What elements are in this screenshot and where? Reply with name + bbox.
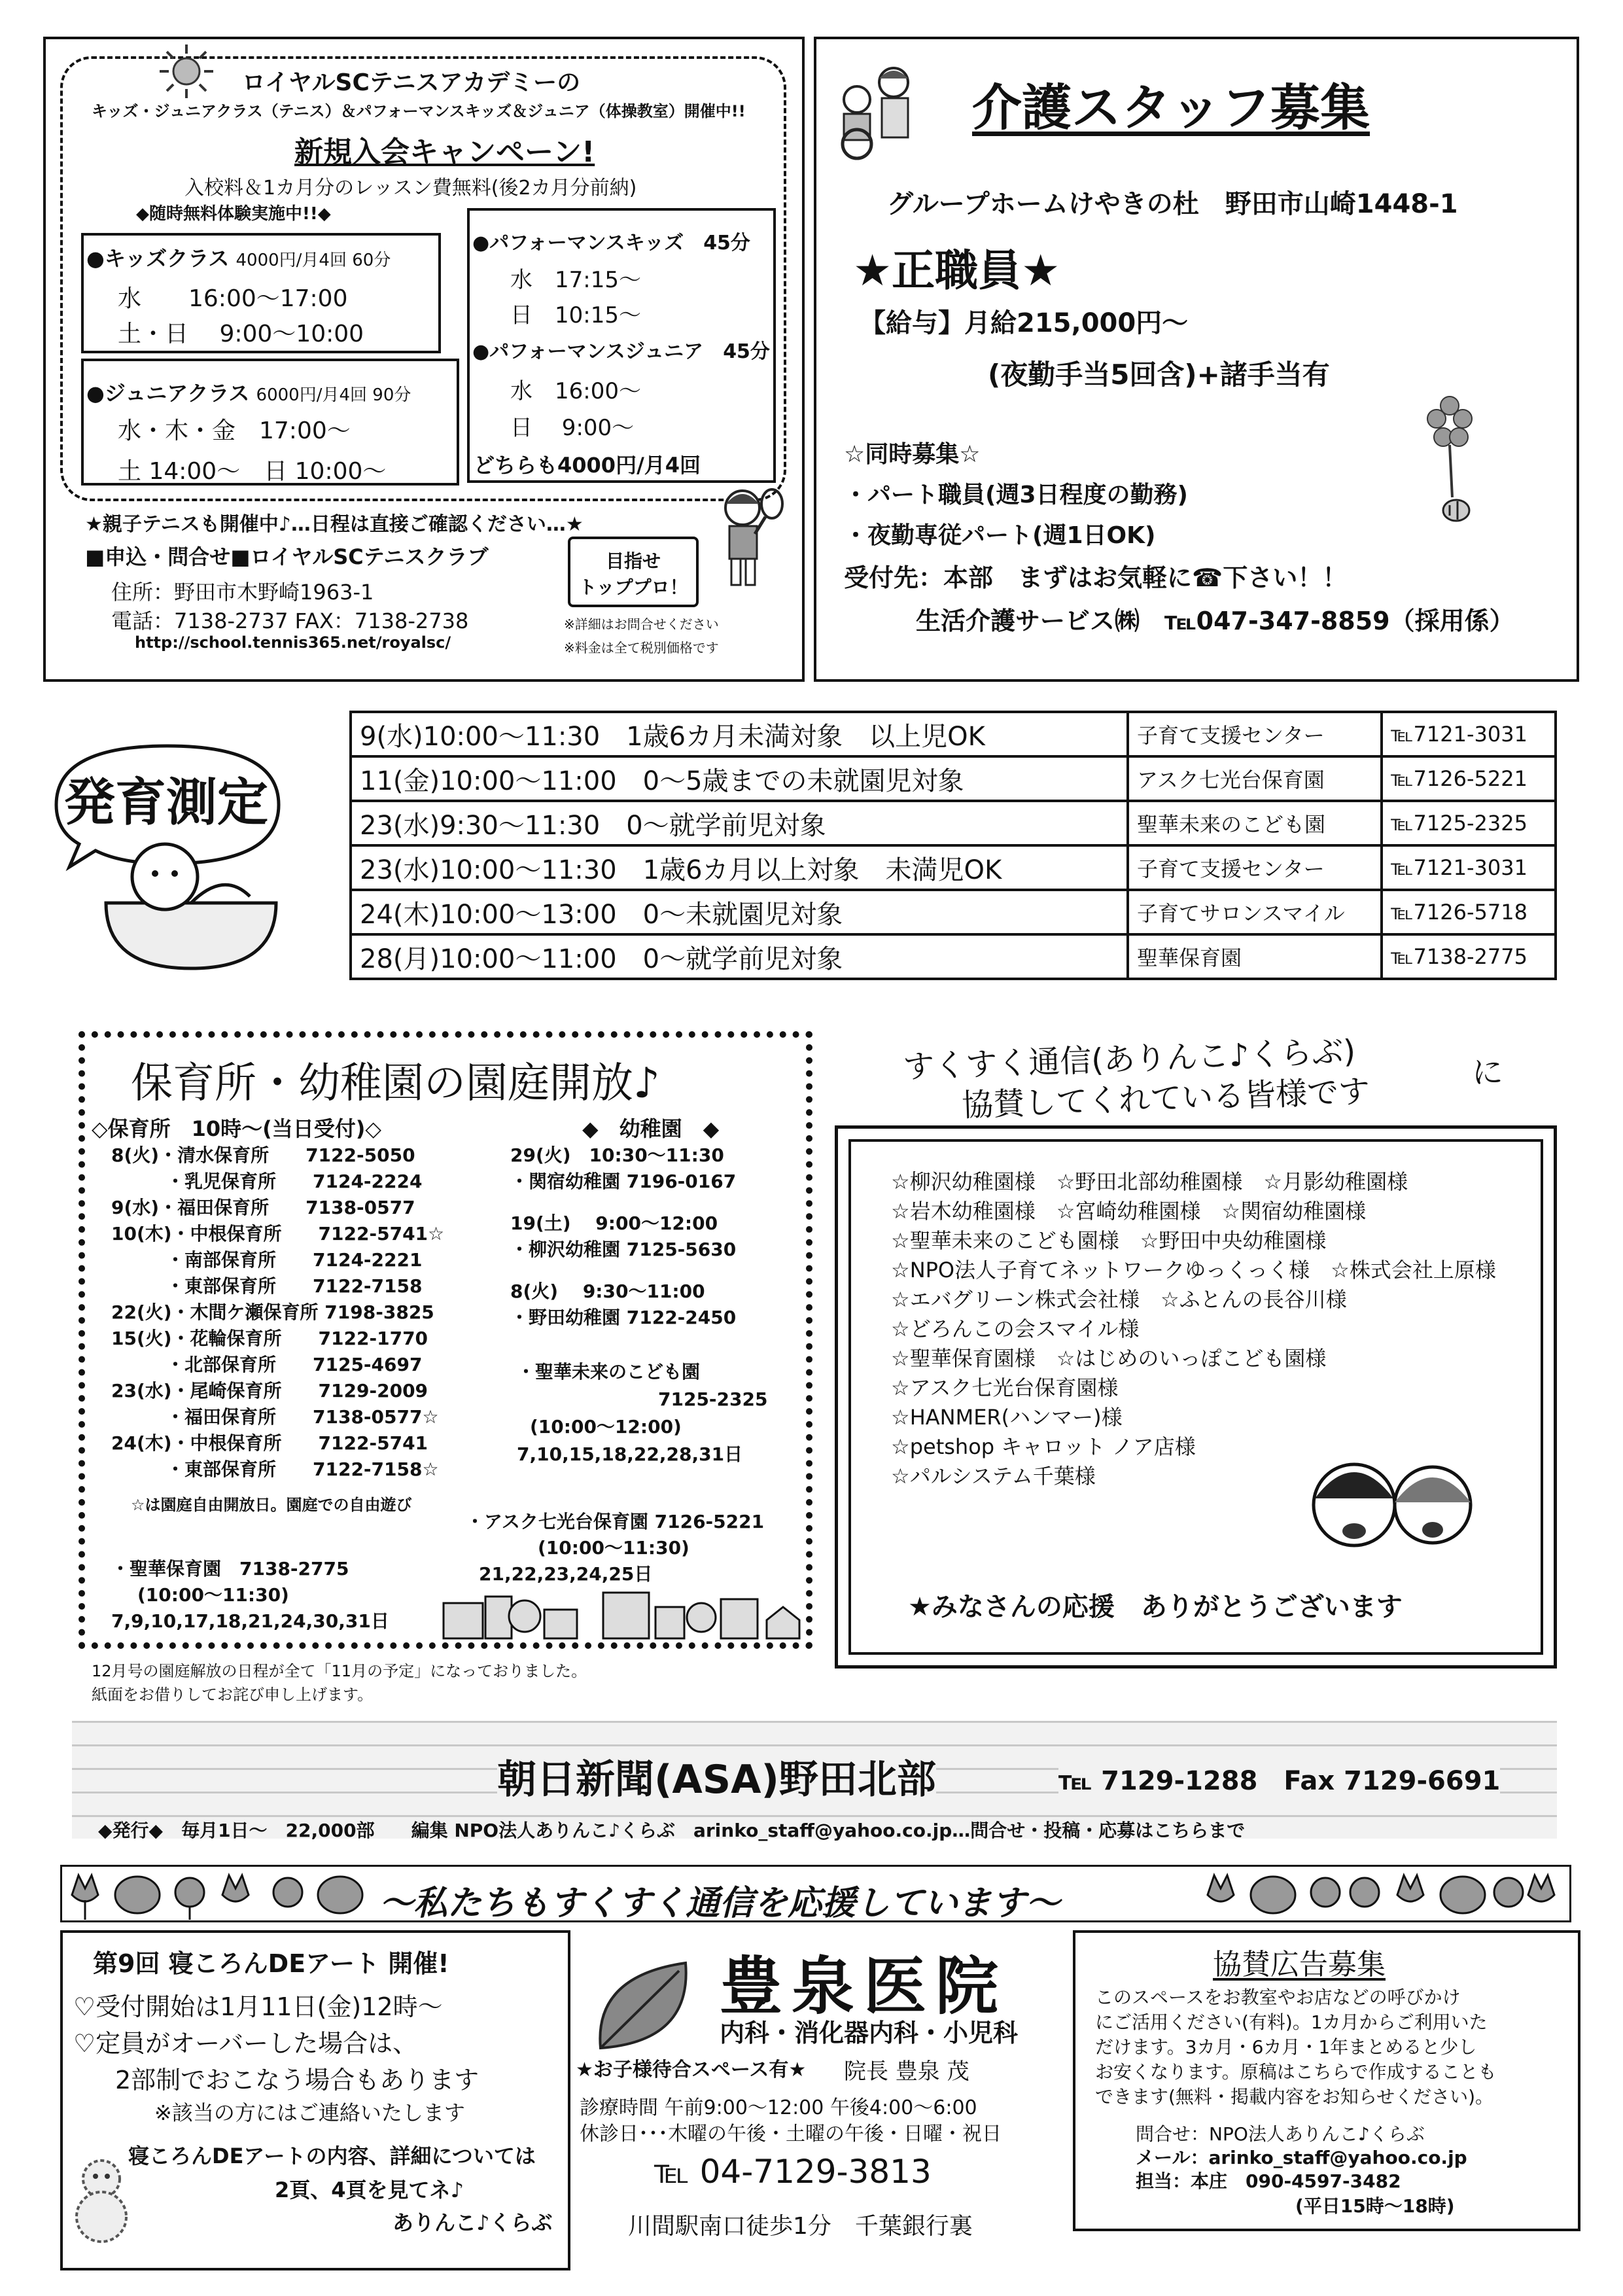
top-pro-badge: 目指せ トッププロ！ — [568, 537, 699, 607]
apology-line: 紙面をお借りしてお詫び申し上げます。 — [92, 1686, 374, 1704]
kaigo-salary: 【給与】月給215,000円～ — [860, 308, 1189, 338]
entei-hoikusho-head: ◇保育所 10時～(当日受付)◇ — [92, 1116, 382, 1141]
hatsuiku-place: 聖華保育園 — [1128, 934, 1382, 979]
list-item: 15(火)・花輪保育所 7122-1770 — [111, 1328, 428, 1349]
tennis-address: 住所：野田市木野崎1963-1 — [111, 580, 374, 605]
perf-kids-row: 水 17:15～ — [510, 267, 641, 293]
buildings-icon — [440, 1583, 806, 1642]
hatsuiku-place: 子育て支援センター — [1128, 712, 1382, 756]
asa-tel: ℡ 7129-1288 Fax 7129-6691 — [1058, 1760, 1500, 1797]
list-item: 10(木)・中根保育所 7122-5741☆ — [111, 1223, 445, 1245]
kids-class-name: ●キッズクラス 4000円/月4回 60分 — [86, 246, 391, 271]
hatsuiku-label: 発育測定 — [64, 773, 269, 832]
list-item: 8(火)・清水保育所 7122-5050 — [111, 1144, 415, 1166]
kids-class-row: 土・日 9:00～10:00 — [118, 321, 364, 347]
list-item: 23(水)・尾崎保育所 7129-2009 — [111, 1380, 428, 1402]
tennis-contact: ■申込・問合せ■ロイヤルSCテニスクラブ — [85, 544, 489, 569]
junior-class-name: ●ジュニアクラス 6000円/月4回 90分 — [86, 381, 411, 406]
hatsuiku-date: 28(月)10:00～11:00 0～就学前児対象 — [351, 934, 1128, 979]
kaigo-salary-note: (夜勤手当5回含)+諸手当有 — [988, 359, 1330, 391]
hatsuiku-tel: ℡7121-3031 — [1382, 712, 1556, 756]
entei-youchien-list — [510, 1142, 736, 1331]
nekoron-line: ※該当の方にはご連絡いたします — [154, 2100, 465, 2125]
sponsors-heading-ni: に — [1472, 1054, 1504, 1091]
flowers-left-icon — [65, 1869, 373, 1921]
list-item: 29(火) 10:30～11:30 — [510, 1144, 724, 1166]
tennis-note-tax: ※料金は全て税別価格です — [564, 640, 719, 656]
kyosan-hours: (平日15時～18時) — [1295, 2195, 1455, 2217]
hatsuiku-tel: ℡7138-2775 — [1382, 934, 1556, 979]
kyosan-title: 協賛広告募集 — [1213, 1948, 1386, 1981]
clinic-kids-space: ★お子様待合スペース有★ — [576, 2058, 807, 2081]
list-item: ☆聖華保育園様 ☆はじめのいっぽこども園様 — [891, 1346, 1327, 1371]
clinic-dept: 内科・消化器内科・小児科 — [720, 2019, 1019, 2047]
flower-bee-icon — [1410, 386, 1489, 530]
list-item: ・東部保育所 7122-7158 — [111, 1275, 423, 1297]
hatsuiku-tel: ℡7126-5221 — [1382, 756, 1556, 801]
hatsuiku-tel: ℡7126-5718 — [1382, 890, 1556, 934]
list-item: 8(火) 9:30～11:00 — [510, 1280, 705, 1302]
list-item: ・東部保育所 7122-7158☆ — [111, 1458, 439, 1480]
list-item: ☆柳沢幼稚園様 ☆野田北部幼稚園様 ☆月影幼稚園様 — [891, 1169, 1408, 1194]
nekoron-line: 寝ころんDEアートの内容、詳細については — [128, 2144, 536, 2168]
kaigo-part1: ・パート職員(週3日程度の勤務) — [844, 482, 1188, 508]
entei-hoikusho-list — [111, 1142, 444, 1483]
nekoron-line: 2部制でおこなう場合もあります — [115, 2066, 480, 2094]
list-item: ☆NPO法人子育てネットワークゆっくっく様 ☆株式会社上原様 — [891, 1258, 1496, 1282]
table-row — [351, 845, 1556, 890]
perf-junior-name: ●パフォーマンスジュニア 45分 — [472, 340, 770, 363]
kyosan-contact: 問合せ：NPO法人ありんこ♪くらぶ — [1136, 2123, 1425, 2145]
list-item: ☆HANMER(ハンマー)様 — [891, 1405, 1123, 1430]
hatsuiku-place: 子育てサロンスマイル — [1128, 890, 1382, 934]
tennis-url[interactable]: http://school.tennis365.net/royalsc/ — [135, 633, 451, 652]
tennis-subtitle: キッズ・ジュニアクラス（テニス）＆パフォーマンスキッズ＆ジュニア（体操教室）開催中!! — [92, 102, 746, 120]
perf-kids-row: 日 10:15～ — [510, 302, 641, 328]
perf-junior-row: 水 16:00～ — [510, 378, 641, 404]
list-item: ☆聖華未来のこども園様 ☆野田中央幼稚園様 — [891, 1228, 1327, 1253]
kaigo-place: グループホームけやきの杜 野田市山崎1448-1 — [887, 189, 1458, 219]
list-item: 22(火)・木間ケ瀬保育所 7198-3825 — [111, 1301, 434, 1323]
kyosan-mail[interactable]: メール：arinko_staff@yahoo.co.jp — [1136, 2147, 1467, 2168]
list-item: 24(木)・中根保育所 7122-5741 — [111, 1432, 428, 1454]
tennis-title: ロイヤルSCテニスアカデミーの — [242, 69, 581, 96]
sun-icon — [157, 42, 216, 101]
list-item: ☆エバグリーン株式会社様 ☆ふとんの長谷川様 — [891, 1287, 1347, 1312]
kaigo-reception: 受付先：本部 まずはお気軽に☎下さい！！ — [844, 563, 1348, 592]
junior-class-row: 水・木・金 17:00～ — [118, 417, 351, 444]
hatsuiku-tel: ℡7121-3031 — [1382, 845, 1556, 890]
hatsuiku-place: アスク七光台保育園 — [1128, 756, 1382, 801]
tennis-trial: ◆随時無料体験実施中!!◆ — [136, 204, 331, 224]
clinic-name: 豊泉医院 — [720, 1950, 1007, 2023]
tennis-fee-free: 入校料＆1カ月分のレッスン費無料(後2カ月分前納) — [184, 177, 637, 200]
entei-seika: ・聖華保育園 7138-2775 (10:00～11:30) 7,9,10,17,18,21,24,30,31日 — [111, 1558, 389, 1632]
both-price: どちらも4000円/月4回 — [474, 453, 701, 478]
kyosan-body: このスペースをお教室やお店などの呼びかけ にご活用ください(有料)。1カ月からご利用いた だけます。3カ月・6カ月・1年まとめると少し お安くなります。原稿はこちらで作成することも できます(無料・掲載内容をお知らせください)。 — [1095, 1987, 1497, 2108]
kids-class-row: 水 16:00～17:00 — [118, 285, 348, 312]
sponsors-heading: 協賛してくれている皆様です — [961, 1073, 1370, 1124]
table-row — [351, 712, 1556, 756]
hatsuiku-place: 聖華未来のこども園 — [1128, 801, 1382, 845]
hatsuiku-place: 子育て支援センター — [1128, 845, 1382, 890]
kaigo-part2: ・夜勤専従パート(週1日OK) — [844, 522, 1156, 549]
banner-text: ～私たちもすくすく通信を応援しています～ — [379, 1884, 1060, 1923]
baby-bath-icon — [93, 824, 289, 975]
perf-junior-row: 日 9:00～ — [510, 415, 635, 441]
list-item: ・野田幼稚園 7122-2450 — [510, 1307, 737, 1328]
nekoron-line: ♡定員がオーバーした場合は、 — [73, 2029, 418, 2058]
entei-youchien-head: ◆ 幼稚園 ◆ — [582, 1116, 720, 1141]
junior-class-row: 土 14:00～ 日 10:00～ — [118, 458, 387, 485]
parent-tennis: ★親子テニスも開催中♪…日程は直接ご確認ください…★ — [85, 513, 584, 536]
publish-info: ◆発行◆ 毎月1日～ 22,000部 編集 NPO法人ありんこ♪くらぶ arinko_staff@yahoo.co.jp…問合せ・投稿・応募はこちらまで — [98, 1820, 1246, 1841]
tennis-campaign: 新規入会キャンペーン! — [294, 135, 595, 169]
flowers-right-icon — [1201, 1869, 1567, 1921]
list-item: ・南部保育所 7124-2221 — [111, 1249, 423, 1271]
kaigo-title: 介護スタッフ募集 — [972, 79, 1370, 137]
table-row — [351, 890, 1556, 934]
entei-title: 保育所・幼稚園の園庭開放♪ — [131, 1059, 660, 1108]
asa-name: 朝日新聞(ASA)野田北部 — [497, 1748, 936, 1805]
list-item: 9(水)・福田保育所 7138-0577 — [111, 1197, 415, 1218]
table-row — [351, 801, 1556, 845]
caregiver-icon — [828, 63, 926, 161]
clinic-director: 院長 豊泉 茂 — [844, 2058, 969, 2085]
tennis-phone: 電話：7138-2737 FAX：7138-2738 — [111, 609, 469, 633]
nekoron-title: 第9回 寝ころんDEアート 開催! — [93, 1949, 449, 1978]
entei-free-note: ☆は園庭自由開放日。園庭での自由遊び — [131, 1496, 412, 1514]
kaigo-company: 生活介護サービス㈱ ℡047-347-8859（採用係） — [916, 607, 1514, 635]
list-item: ☆アスク七光台保育園様 — [891, 1375, 1119, 1400]
tennis-boy-icon — [707, 484, 785, 595]
list-item: ☆petshop キャロット ノア店様 — [891, 1434, 1196, 1459]
nekoron-line: ありんこ♪くらぶ — [393, 2210, 553, 2235]
hatsuiku-date: 23(水)9:30～11:30 0～就学前児対象 — [351, 801, 1128, 845]
hatsuiku-table — [349, 711, 1557, 980]
entei-seika-mirai: ・聖華未来のこども園 7125-2325 (10:00～12:00) 7,10,15,18,22,28,31日 — [517, 1361, 768, 1465]
list-item: ・柳沢幼稚園 7125-5630 — [510, 1239, 737, 1260]
list-item: ☆パルシステム千葉様 — [891, 1464, 1096, 1489]
clinic-hours: 診療時間 午前9:00～12:00 午後4:00～6:00 — [580, 2096, 977, 2119]
sponsors-heading: すくすく通信(ありんこ♪くらぶ) — [902, 1033, 1357, 1086]
list-item: ・福田保育所 7138-0577☆ — [111, 1406, 439, 1428]
nekoron-line: ♡受付開始は1月11日(金)12時～ — [73, 1992, 443, 2021]
snowman-icon — [65, 2153, 137, 2244]
kaigo-seishain: ★正職員★ — [853, 245, 1060, 296]
entei-ask: ・アスク七光台保育園 7126-5221 (10:00～11:30) 21,22,23,24,25日 — [466, 1511, 765, 1585]
hatsuiku-date: 23(水)10:00～11:30 1歳6カ月以上対象 未満児OK — [351, 845, 1128, 890]
leaf-icon — [587, 1950, 699, 2061]
sponsors-thanks: ★みなさんの応援 ありがとうございます — [908, 1592, 1403, 1622]
list-item: ・乳児保育所 7124-2224 — [111, 1171, 423, 1192]
hatsuiku-tel: ℡7125-2325 — [1382, 801, 1556, 845]
clinic-access: 川間駅南口徒歩1分 千葉銀行裏 — [628, 2213, 973, 2240]
tennis-note-detail: ※詳細はお問合せください — [564, 616, 719, 632]
kaigo-also: ☆同時募集☆ — [844, 441, 981, 468]
hatsuiku-date: 9(水)10:00～11:30 1歳6カ月未満対象 以上児OK — [351, 712, 1128, 756]
perf-kids-name: ●パフォーマンスキッズ 45分 — [472, 232, 750, 255]
two-kids-icon — [1295, 1439, 1492, 1570]
list-item: ・北部保育所 7125-4697 — [111, 1354, 423, 1375]
kyosan-person: 担当：本庄 090-4597-3482 — [1136, 2170, 1401, 2192]
hatsuiku-date: 11(金)10:00～11:00 0～5歳までの未就園児対象 — [351, 756, 1128, 801]
hatsuiku-date: 24(木)10:00～13:00 0～未就園児対象 — [351, 890, 1128, 934]
list-item: ・関宿幼稚園 7196-0167 — [510, 1171, 737, 1192]
list-item: ☆岩木幼稚園様 ☆宮崎幼稚園様 ☆関宿幼稚園様 — [891, 1199, 1367, 1224]
table-row — [351, 756, 1556, 801]
clinic-tel: ℡ 04-7129-3813 — [654, 2153, 932, 2191]
clinic-closed: 休診日･･･木曜の午後・土曜の午後・日曜・祝日 — [580, 2123, 1002, 2146]
list-item: ☆どろんこの会スマイル様 — [891, 1316, 1140, 1341]
apology-line: 12月号の園庭解放の日程が全て「11月の予定」になっておりました。 — [92, 1662, 587, 1680]
table-row — [351, 934, 1556, 979]
list-item: 19(土) 9:00～12:00 — [510, 1212, 718, 1234]
nekoron-line: 2頁、4頁を見てネ♪ — [275, 2178, 464, 2202]
